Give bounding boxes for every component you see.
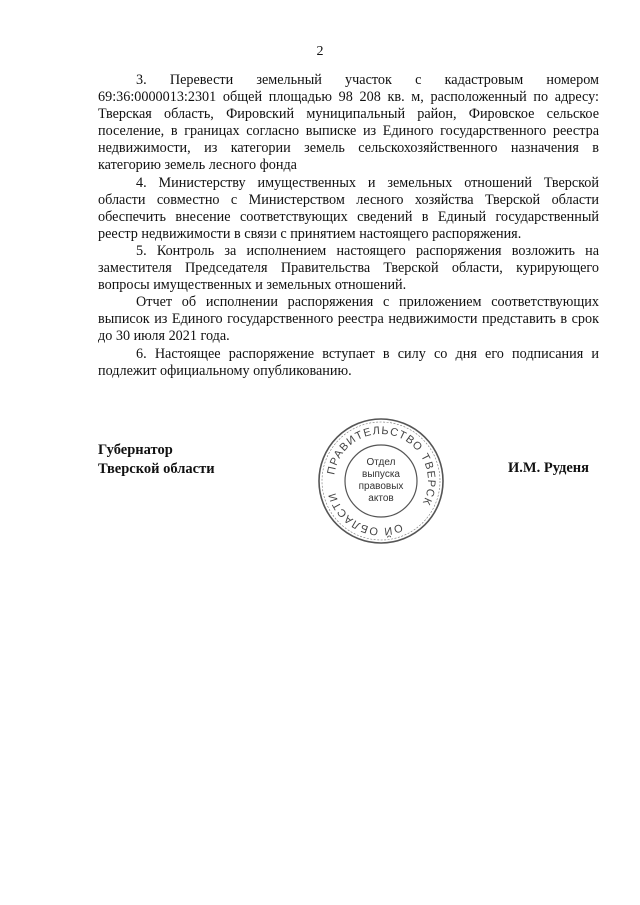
stamp-ring-top: ПРАВИТЕЛЬСТВО ТВЕРСК xyxy=(325,424,438,508)
stamp-line2: выпуска xyxy=(362,469,400,480)
stamp-line1: Отдел xyxy=(366,457,396,468)
paragraph-report: Отчет об исполнении распоряжения с приложением соответствующих выписок из Единого государственного реестра недвижимости представить в срок до 30 июля 2021 года. xyxy=(98,294,599,345)
stamp-line4: актов xyxy=(368,493,394,504)
paragraph-6: 6. Настоящее распоряжение вступает в силу со дня его подписания и подлежит официальному опубликованию. xyxy=(98,345,599,379)
signatory-title xyxy=(98,441,215,479)
signatory-title-line1: Губернатор xyxy=(98,442,173,458)
signatory-name: И.М. Руденя xyxy=(508,460,590,476)
document-body xyxy=(98,72,599,380)
stamp-line3: правовых xyxy=(358,481,404,492)
paragraph-4: 4. Министерству имущественных и земельных отношений Тверской области совместно с Министерством лесного хозяйства Тверской области обеспечить внесение соответствующих сведений в Единый государственный реестр недвижимости в связи с принятием настоящего распоряжения. xyxy=(98,174,599,242)
paragraph-5: 5. Контроль за исполнением настоящего распоряжения возложить на заместителя Председателя Правительства Тверской области, курирующего вопросы имущественных и земельных отношений. xyxy=(98,242,599,294)
stamp-ring-bottom: ОЙ ОБЛАСТИ xyxy=(326,490,405,538)
signatory-title-line2: Тверской области xyxy=(98,461,215,477)
official-stamp xyxy=(314,414,448,548)
page-number: 2 xyxy=(316,44,324,59)
paragraph-3: 3. Перевести земельный участок с кадастровым номером 69:36:0000013:2301 общей площадью 98 208 кв. м, расположенный по адресу: Тверская область, Фировский муниципальный район, Фировское сельское поселение, в границах согласно выписке из Единого государственного реестра недвижимости, из категории земель сельскохозяйственного назначения в категорию земель лесного фонда xyxy=(98,72,599,174)
